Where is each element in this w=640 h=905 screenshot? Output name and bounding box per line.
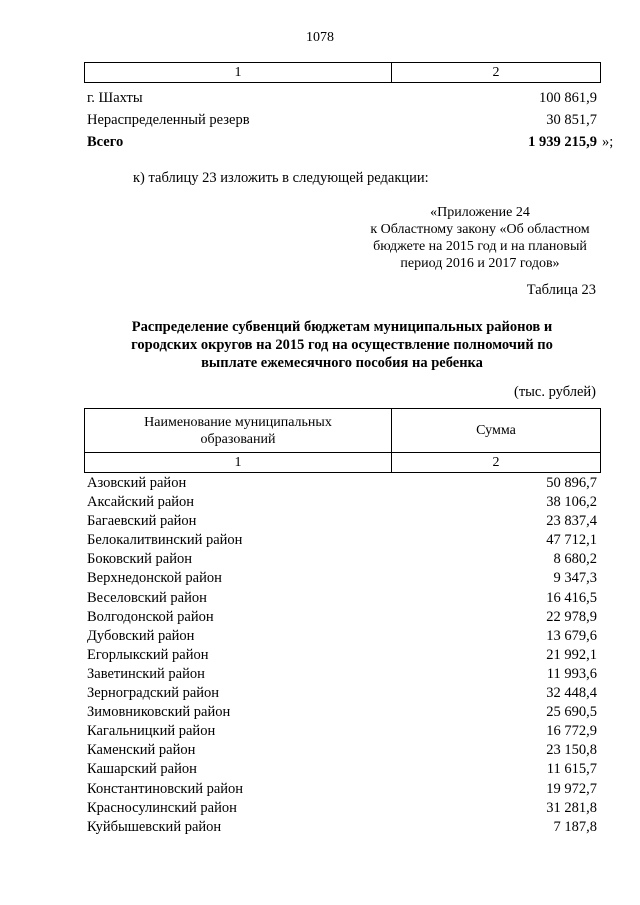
row-name: Кагальницкий район [87, 723, 216, 740]
row-value: 100 861,9 [539, 90, 597, 106]
table-row [87, 512, 597, 531]
header-sum: Сумма [392, 409, 601, 453]
row-value: 23 150,8 [546, 742, 597, 759]
table-row [87, 569, 597, 588]
table-row [87, 818, 597, 837]
amendment-instruction: к) таблицу 23 изложить в следующей редакции: [133, 170, 429, 186]
table-row [87, 780, 597, 799]
row-name: Белокалитвинский район [87, 532, 243, 549]
table-row [87, 589, 597, 608]
appendix-line: к Областному закону «Об областном [370, 222, 590, 237]
row-value: 47 712,1 [546, 532, 597, 549]
row-value: 9 347,3 [553, 570, 597, 587]
total-row [87, 132, 597, 152]
title-line: городских округов на 2015 год на осуществление полномочий по [131, 337, 553, 353]
column-index-1: 1 [85, 63, 392, 83]
header-line: Наименование муниципальных [144, 414, 332, 430]
column-index-2: 2 [392, 63, 601, 83]
row-name: Заветинский район [87, 665, 205, 682]
table-row [87, 531, 597, 550]
row-value: 16 772,9 [546, 723, 597, 740]
table-row [87, 722, 597, 741]
row-name: Зимовниковский район [87, 704, 231, 721]
table-label: Таблица 23 [526, 282, 596, 298]
continuation-table-header [84, 62, 601, 83]
row-value: 16 416,5 [546, 589, 597, 606]
table-row [87, 760, 597, 779]
header-municipality [85, 409, 392, 453]
units-label: (тыс. рублей) [514, 384, 596, 400]
row-name: г. Шахты [87, 90, 143, 106]
table-row [87, 684, 597, 703]
row-value: 50 896,7 [546, 475, 597, 491]
row-name: Нераспределенный резерв [87, 112, 250, 128]
row-value: 38 106,2 [546, 494, 597, 511]
row-name: Егорлыкский район [87, 646, 209, 663]
row-value: 23 837,4 [546, 513, 597, 530]
table-row [87, 110, 597, 130]
row-name: Багаевский район [87, 513, 197, 530]
table-row [87, 799, 597, 818]
row-value: 31 281,8 [546, 799, 597, 816]
appendix-line: «Приложение 24 [430, 205, 530, 220]
row-value: 32 448,4 [546, 685, 597, 702]
table-row [87, 646, 597, 665]
closing-quote: »; [602, 134, 614, 150]
table-row [87, 665, 597, 684]
total-label: Всего [87, 134, 124, 150]
row-name: Азовский район [87, 475, 187, 491]
table-title [100, 318, 584, 372]
row-name: Красносулинский район [87, 799, 237, 816]
title-line: выплате ежемесячного пособия на ребенка [201, 355, 483, 371]
row-value: 13 679,6 [546, 627, 597, 644]
table-row [87, 627, 597, 646]
row-name: Аксайский район [87, 494, 195, 511]
row-value: 25 690,5 [546, 704, 597, 721]
column-index-2: 2 [392, 453, 601, 473]
row-name: Зерноградский район [87, 685, 220, 702]
table-row [87, 703, 597, 722]
row-value: 11 993,6 [546, 665, 597, 682]
table-row [87, 474, 597, 493]
row-name: Верхнедонской район [87, 570, 222, 587]
appendix-line: период 2016 и 2017 годов» [400, 256, 560, 271]
row-value: 11 615,7 [546, 761, 597, 778]
table-row [87, 493, 597, 512]
appendix-reference [340, 204, 620, 272]
column-index-1: 1 [85, 453, 392, 473]
row-value: 8 680,2 [553, 551, 597, 568]
table-row [87, 550, 597, 569]
row-value: 30 851,7 [546, 112, 597, 128]
row-name: Волгодонской район [87, 608, 214, 625]
appendix-line: бюджете на 2015 год и на плановый [373, 239, 587, 254]
total-value: 1 939 215,9 [528, 134, 597, 150]
row-name: Куйбышевский район [87, 818, 222, 835]
row-value: 7 187,8 [553, 818, 597, 835]
table-row [87, 741, 597, 760]
row-name: Дубовский район [87, 627, 195, 644]
page-number: 1078 [306, 30, 334, 45]
subvention-table-header [84, 408, 601, 473]
row-name: Каменский район [87, 742, 196, 759]
row-value: 21 992,1 [546, 646, 597, 663]
row-name: Веселовский район [87, 589, 207, 606]
row-name: Боковский район [87, 551, 192, 568]
title-line: Распределение субвенций бюджетам муниципальных районов и [131, 319, 553, 335]
row-value: 19 972,7 [546, 780, 597, 797]
row-name: Константиновский район [87, 780, 244, 797]
row-value: 22 978,9 [546, 608, 597, 625]
table-row [87, 88, 597, 108]
table-row [87, 608, 597, 627]
subvention-table-rows [87, 474, 597, 837]
header-line: образований [200, 431, 276, 447]
row-name: Кашарский район [87, 761, 197, 778]
